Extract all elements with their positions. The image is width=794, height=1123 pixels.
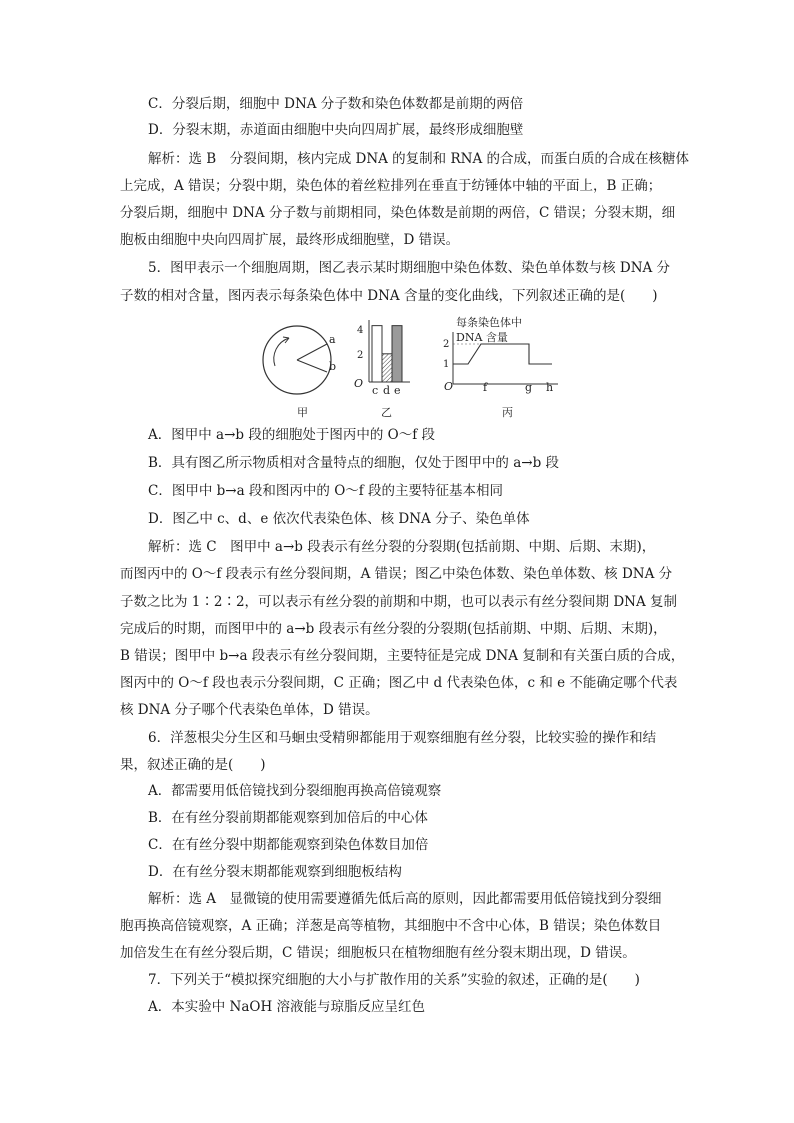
figure-bing-caption: 丙 <box>502 406 513 419</box>
text-line: B．在有丝分裂前期都能观察到加倍后的中心体 <box>148 810 428 826</box>
text-line: 解析：选 A 显微镜的使用需要遵循先低后高的原则，因此都需要用低倍镜找到分裂细 <box>148 891 662 907</box>
radius-line-b <box>297 360 327 372</box>
x-label-d: d <box>383 384 391 397</box>
x-label-c: c <box>372 384 379 397</box>
x-label-e: e <box>394 384 401 397</box>
text-line: 分裂后期，细胞中 DNA 分子数与前期相同，染色体数是前期的两倍，C 错误；分裂末期，细 <box>120 205 676 221</box>
origin-label: O <box>444 380 454 393</box>
y-tick-label: 4 <box>357 325 364 336</box>
radius-line-a <box>297 344 327 360</box>
y-tick-label: 1 <box>443 359 450 370</box>
text-line: C．在有丝分裂中期都能观察到染色体数目加倍 <box>148 837 429 853</box>
x-label-f: f <box>483 381 488 394</box>
point-b-label: b <box>329 360 337 373</box>
text-line: 解析：选 B 分裂间期，核内完成 DNA 的复制和 RNA 的合成，而蛋白质的合成在核糖体 <box>148 151 689 167</box>
text-line: 胞再换高倍镜观察，A 正确；洋葱是高等植物，其细胞中不含中心体，B 错误；染色体数目 <box>120 918 662 934</box>
x-label-h: h <box>546 381 554 394</box>
dna-content-line <box>453 344 552 364</box>
arrow-arc <box>274 338 289 366</box>
y-tick-label: 2 <box>443 339 450 350</box>
figure-bing-chart <box>440 330 560 392</box>
text-line: 核 DNA 分子哪个代表染色单体，D 错误。 <box>120 702 379 718</box>
text-line: A．本实验中 NaOH 溶液能与琼脂反应呈红色 <box>148 999 426 1015</box>
text-line: 加倍发生在有丝分裂后期，C 错误；细胞板只在植物细胞有丝分裂末期出现，D 错误。 <box>120 945 636 961</box>
text-line: 上完成，A 错误；分裂中期，染色体的着丝粒排列在垂直于纺锤体中轴的平面上，B 正确； <box>120 178 662 194</box>
origin-label: O <box>354 377 364 390</box>
text-line: B 错误；图甲中 b→a 段表示有丝分裂间期，主要特征是完成 DNA 复制和有关蛋白质的合成， <box>120 648 685 664</box>
figure-yi-caption: 乙 <box>381 406 392 419</box>
y-tick-label: 2 <box>357 350 364 361</box>
figure-jia-caption: 甲 <box>297 406 308 419</box>
point-a-label: a <box>329 333 336 346</box>
text-line: 子数之比为 1∶2∶2，可以表示有丝分裂的前期和中期，也可以表示有丝分裂间期 DNA 复制 <box>120 594 678 610</box>
text-line: 7．下列关于“模拟探究细胞的大小与扩散作用的关系”实验的叙述，正确的是( ) <box>148 972 640 988</box>
text-line: 6．洋葱根尖分生区和马蛔虫受精卵都能用于观察细胞有丝分裂，比较实验的操作和结 <box>148 730 657 746</box>
text-line: C．分裂后期，细胞中 DNA 分子数和染色体数都是前期的两倍 <box>148 96 524 112</box>
text-line: 5．图甲表示一个细胞周期，图乙表示某时期细胞中染色体数、染色单体数与核 DNA 分 <box>148 260 671 276</box>
text-line: B．具有图乙所示物质相对含量特点的细胞，仅处于图甲中的 a→b 段 <box>148 455 560 471</box>
bar-d <box>382 354 392 382</box>
text-line: 而图丙中的 O～f 段表示有丝分裂间期，A 错误；图乙中染色体数、染色单体数、核 DNA 分 <box>120 566 673 582</box>
text-line: D．分裂末期，赤道面由细胞中央向四周扩展，最终形成细胞壁 <box>148 122 524 138</box>
text-line: 子数的相对含量，图丙表示每条染色体中 DNA 含量的变化曲线，下列叙述正确的是( ) <box>120 288 658 304</box>
text-line: 果，叙述正确的是( ) <box>120 757 266 773</box>
bar-c <box>372 326 382 382</box>
text-line: D．图乙中 c、d、e 依次代表染色体、核 DNA 分子、染色单体 <box>148 511 530 527</box>
bar-e <box>392 326 402 382</box>
x-label-g: g <box>525 381 533 394</box>
chart-title-line1: 每条染色体中 <box>456 316 522 329</box>
text-line: C．图甲中 b→a 段和图丙中的 O～f 段的主要特征基本相同 <box>148 483 504 499</box>
chart-title-line2: DNA 含量 <box>456 331 508 344</box>
text-line: 完成后的时期，而图甲中的 a→b 段表示有丝分裂的分裂期(包括前期、中期、后期、末期)， <box>120 621 667 637</box>
text-line: A．都需要用低倍镜找到分裂细胞再换高倍镜观察 <box>148 783 442 799</box>
text-line: 胞板由细胞中央向四周扩展，最终形成细胞壁，D 错误。 <box>120 232 460 248</box>
text-line: A．图甲中 a→b 段的细胞处于图丙中的 O～f 段 <box>148 427 435 443</box>
text-line: 解析：选 C 图甲中 a→b 段表示有丝分裂的分裂期(包括前期、中期、后期、末期)， <box>148 539 656 555</box>
text-line: 图丙中的 O～f 段也表示分裂间期，C 正确；图乙中 d 代表染色体，c 和 e 不能确定哪个代表 <box>120 675 678 691</box>
text-line: D．在有丝分裂末期都能观察到细胞板结构 <box>148 864 402 880</box>
